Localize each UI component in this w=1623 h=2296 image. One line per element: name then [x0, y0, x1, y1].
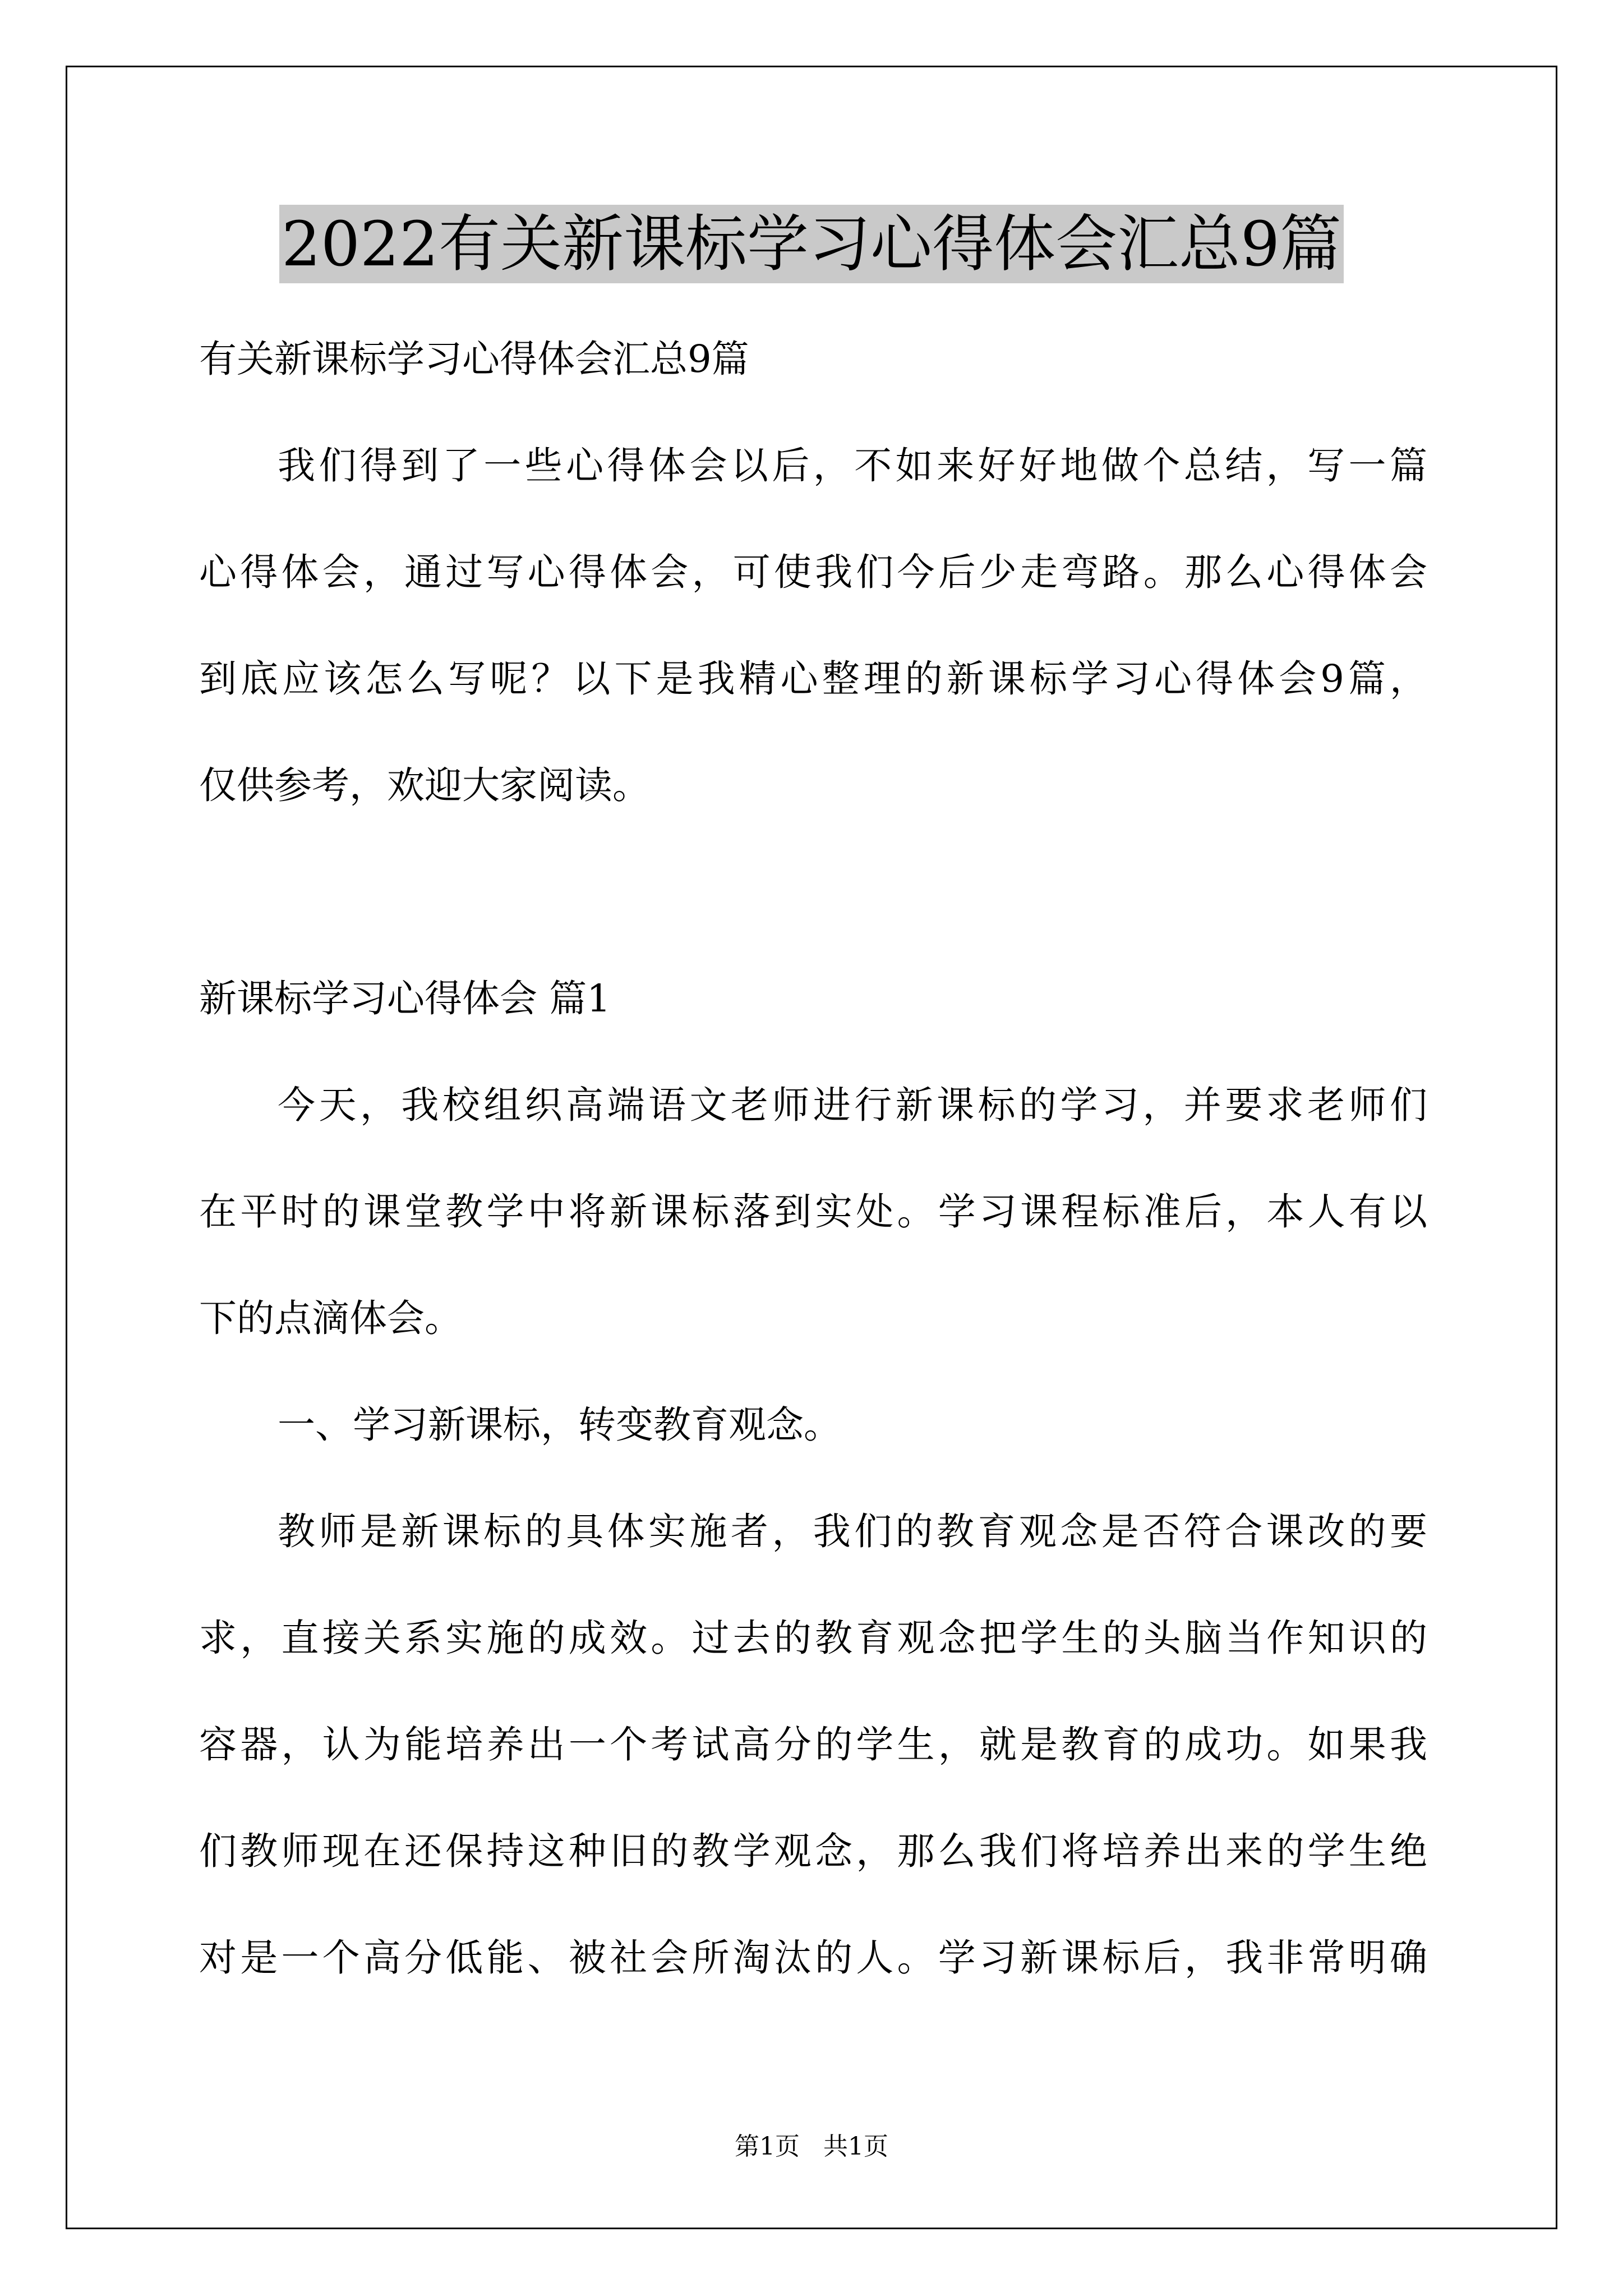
para2-line-5: 对是一个高分低能、被社会所淘汰的人。学习新课标后，我非常明确 — [199, 1936, 1427, 1980]
intro-line-1: 我们得到了一些心得体会以后，不如来好好地做个总结，写一篇 — [278, 444, 1427, 487]
para1-line-1: 今天，我校组织高端语文老师进行新课标的学习，并要求老师们 — [278, 1083, 1427, 1127]
document-subtitle: 有关新课标学习心得体会汇总9篇 — [199, 337, 749, 381]
document-body — [199, 306, 1427, 2011]
section-heading: 新课标学习心得体会 篇1 — [199, 977, 611, 1020]
para1-line-3: 下的点滴体会。 — [199, 1296, 462, 1340]
point-heading-1: 一、学习新课标，转变教育观念。 — [278, 1403, 841, 1447]
para2-line-4: 们教师现在还保持这种旧的教学观念，那么我们将培养出来的学生绝 — [199, 1829, 1427, 1873]
para2-line-3: 容器，认为能培养出一个考试高分的学生，就是教育的成功。如果我 — [199, 1723, 1427, 1766]
intro-line-4: 仅供参考，欢迎大家阅读。 — [199, 763, 650, 807]
page-number: 第1页 共1页 — [735, 2132, 888, 2161]
para2-line-1: 教师是新课标的具体实施者，我们的教育观念是否符合课改的要 — [278, 1510, 1427, 1553]
document-title: 2022有关新课标学习心得体会汇总9篇 — [279, 205, 1344, 283]
para1-line-2: 在平时的课堂教学中将新课标落到实处。学习课程标准后，本人有以 — [199, 1190, 1427, 1234]
spacer — [199, 839, 1427, 945]
intro-line-2: 心得体会，通过写心得体会，可使我们今后少走弯路。那么心得体会 — [199, 550, 1427, 594]
title-container — [0, 205, 1623, 283]
para2-line-2: 求，直接关系实施的成效。过去的教育观念把学生的头脑当作知识的 — [199, 1616, 1427, 1660]
page-footer — [0, 2126, 1623, 2162]
intro-line-3: 到底应该怎么写呢？以下是我精心整理的新课标学习心得体会9篇， — [199, 657, 1427, 701]
